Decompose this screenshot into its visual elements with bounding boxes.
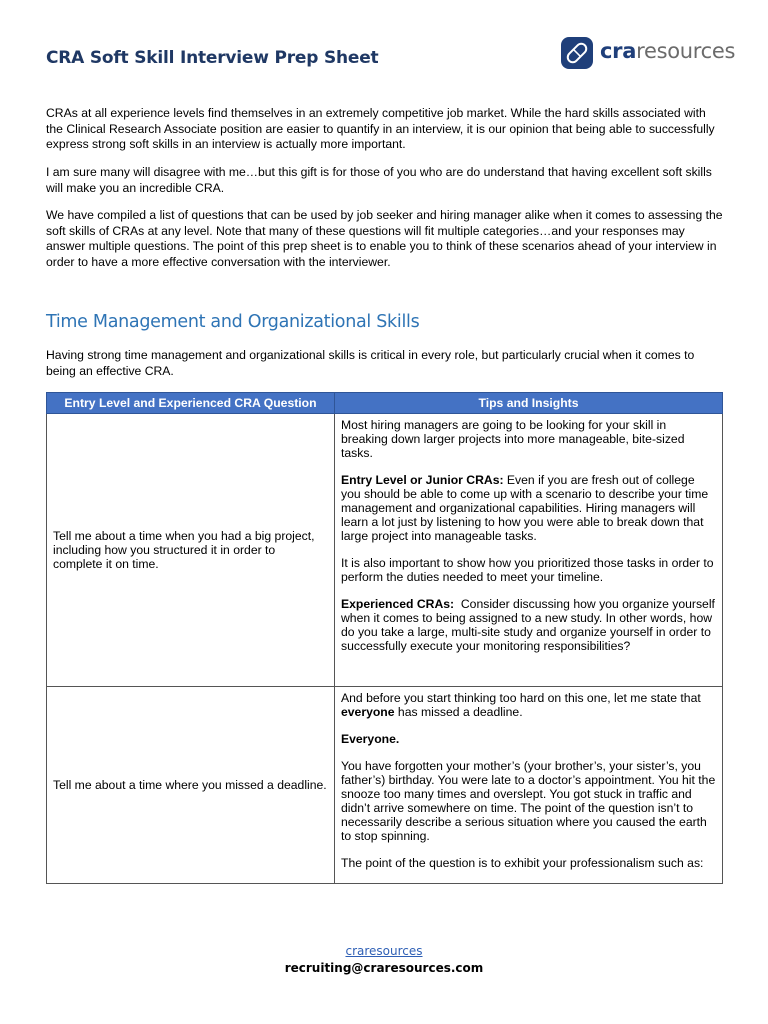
- logo-text-light: resources: [636, 39, 736, 63]
- tip-label: Experienced CRAs:: [341, 597, 455, 611]
- tip-text: has missed a deadline.: [394, 705, 523, 719]
- footer-website-link[interactable]: craresources: [345, 944, 423, 958]
- tip-label: Entry Level or Junior CRAs:: [341, 473, 504, 487]
- logo-text-bold: cra: [600, 39, 637, 63]
- document-title: CRA Soft Skill Interview Prep Sheet: [46, 48, 379, 68]
- tip-emphasis: Everyone.: [341, 732, 400, 746]
- tip-paragraph: The point of the question is to exhibit your professionalism such as:: [341, 856, 704, 870]
- table-row: [47, 687, 723, 884]
- column-header-question: Entry Level and Experienced CRA Question: [47, 393, 335, 414]
- section-intro: Having strong time management and organizational skills is critical in every role, but particularly crucial when it comes to being an effective CRA.: [46, 348, 695, 378]
- footer-email: recruiting@craresources.com: [284, 961, 484, 975]
- tip-paragraph: [341, 597, 719, 653]
- tip-text: Even if you are fresh out of college you should be able to come up with a scenario to describe your time management and organizational capabilities. Hiring managers will learn a lot just by listening to how you were able to break down that large project into manageable tasks.: [341, 473, 709, 543]
- column-header-tips: Tips and Insights: [335, 393, 723, 414]
- tip-paragraph: Most hiring managers are going to be looking for your skill in breaking down larger projects into more manageable, bite-sized tasks.: [341, 418, 685, 460]
- tip-paragraph: You have forgotten your mother’s (your brother’s, your sister’s, you father’s) birthday. You were late to a doctor’s appointment. You hit the snooze too many times and overslept. You got stuck in traffic and didn’t arrive somewhere on time. The point of the question isn’t to necessarily describe a serious situation where you caused the earth to stop spinning.: [341, 759, 716, 843]
- table-row: [47, 414, 723, 687]
- tip-paragraph: [341, 473, 716, 543]
- tips-cell: [335, 687, 723, 884]
- bandage-logo-icon: [560, 36, 594, 70]
- question-cell: Tell me about a time when you had a big project, including how you structured it in order to complete it on time.: [47, 414, 335, 687]
- question-cell: Tell me about a time where you missed a deadline.: [47, 687, 335, 884]
- intro-paragraph-1: CRAs at all experience levels find themselves in an extremely competitive job market. While the hard skills associated with the Clinical Research Associate position are easier to quantify in an interview, it is our opinion that being able to successfully express strong soft skills in an interview is actually more important.: [46, 106, 715, 151]
- logo-wordmark: [600, 39, 735, 63]
- table-header-row: [47, 393, 723, 414]
- tip-text: And before you start thinking too hard on this one, let me state that: [341, 691, 701, 705]
- tip-paragraph: [341, 691, 716, 719]
- intro-paragraph-2: I am sure many will disagree with me…but this gift is for those of you who are do understand that having excellent soft skills will make you an incredible CRA.: [46, 165, 712, 195]
- company-logo: [560, 36, 736, 70]
- intro-paragraph-3: We have compiled a list of questions that can be used by job seeker and hiring manager alike when it comes to assessing the soft skills of CRAs at any level. Note that many of these questions will fit multiple categories…and your responses may answer multiple questions. The point of this prep sheet is to enable you to think of these scenarios ahead of your interview in order to have a more effective conversation with the interviewer.: [46, 208, 723, 269]
- tip-emphasis: everyone: [341, 705, 395, 719]
- tip-text: Consider discussing how you organize yourself when it comes to being assigned to a new study. In other words, how do you take a large, multi-site study and organize yourself in order to successfully execute your monitoring responsibilities?: [341, 597, 719, 653]
- tips-cell: [335, 414, 723, 687]
- question-table: [46, 392, 723, 884]
- tip-paragraph: [341, 732, 716, 746]
- tip-paragraph: It is also important to show how you prioritized those tasks in order to perform the duties needed to meet your timeline.: [341, 556, 714, 584]
- section-heading: Time Management and Organizational Skills: [46, 312, 420, 332]
